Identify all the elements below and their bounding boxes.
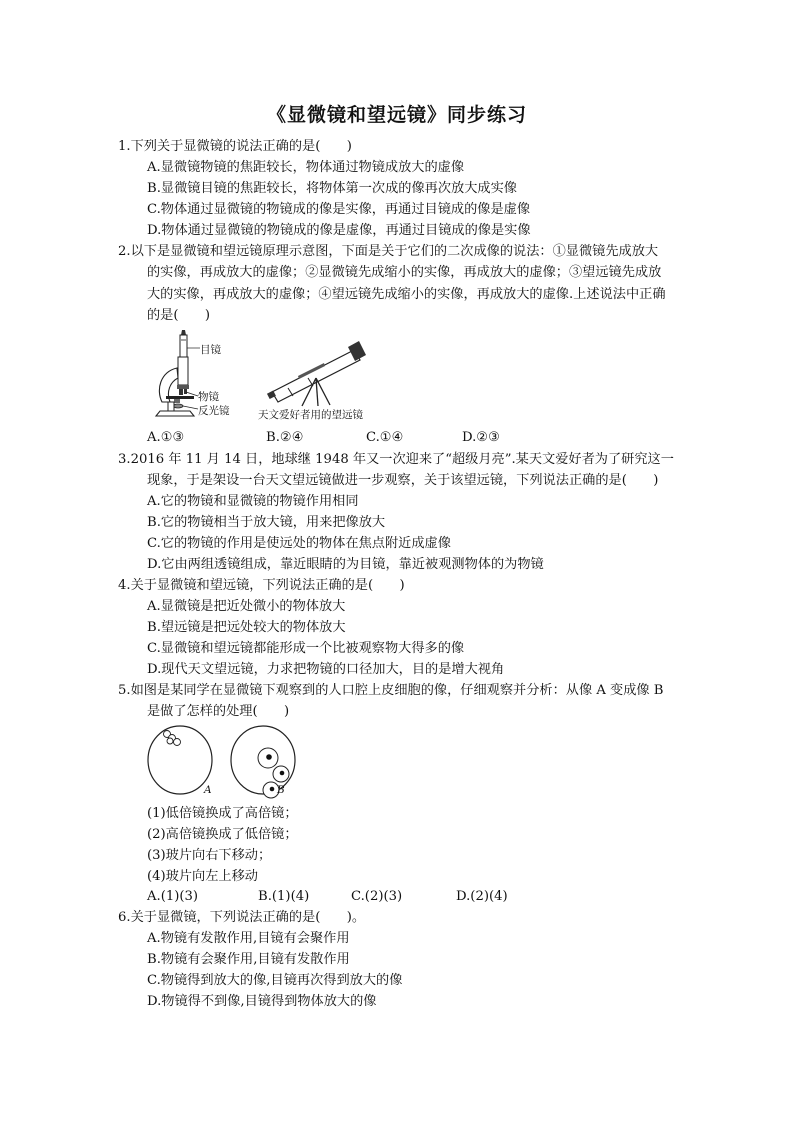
telescope-caption: 天文爱好者用的望远镜 (258, 409, 363, 421)
page-title: 《显微镜和望远镜》同步练习 (266, 104, 527, 126)
q2-option-d: D.②③ (462, 430, 500, 445)
q1-stem: 1.下列关于显微镜的说法正确的是( ) (118, 139, 352, 154)
q6-option-a: A.物镜有发散作用,目镜有会聚作用 (147, 931, 350, 946)
q6-option-d: D.物镜得不到像,目镜得到物体放大的像 (147, 994, 377, 1009)
q3-option-c: C.它的物镜的作用是使远处的物体在焦点附近成虚像 (147, 536, 451, 551)
q3-option-a: A.它的物镜和显微镜的物镜作用相同 (147, 494, 359, 509)
q4-option-a: A.显微镜是把近处微小的物体放大 (147, 599, 346, 614)
eyepiece-label: 目镜 (200, 344, 221, 356)
q5-statement-2: (2)高倍镜换成了低倍镜； (147, 827, 298, 842)
q5-option-d: D.(2)(4) (456, 889, 508, 904)
q4-stem: 4.关于显微镜和望远镜，下列说法正确的是( ) (118, 578, 405, 593)
q5-statement-3: (3)玻片向右下移动； (147, 848, 272, 863)
q4-option-c: C.显微镜和望远镜都能形成一个比被观察物大得多的像 (147, 641, 465, 656)
q1-option-b: B.显微镜目镜的焦距较长，将物体第一次成的像再次放大成实像 (147, 181, 517, 196)
cell-view-b-label: B (277, 784, 285, 796)
q2-stem-line2: 的实像，再成放大的虚像；②显微镜先成缩小的实像，再成放大的虚像；③望远镜先成放 (147, 265, 662, 280)
q2-stem-line1: 2.以下是显微镜和望远镜原理示意图，下面是关于它们的二次成像的说法：①显微镜先成放大 (118, 244, 659, 259)
q3-option-d: D.它由两组透镜组成，靠近眼睛的为目镜，靠近被观测物体的为物镜 (147, 557, 544, 572)
q3-stem-line2: 现象，于是架设一台天文望远镜做进一步观察，关于该望远镜，下列说法正确的是( ) (147, 473, 659, 488)
q2-option-a: A.①③ (147, 430, 185, 445)
q6-stem: 6.关于显微镜，下列说法正确的是( )。 (118, 910, 366, 925)
q5-option-b: B.(1)(4) (258, 889, 310, 904)
objective-label: 物镜 (198, 391, 219, 403)
q4-option-d: D.现代天文望远镜，力求把物镜的口径加大，目的是增大视角 (147, 662, 505, 677)
q2-option-b: B.②④ (266, 430, 304, 445)
q5-option-c: C.(2)(3) (351, 889, 403, 904)
q3-option-b: B.它的物镜相当于放大镜，用来把像放大 (147, 515, 386, 530)
q5-stem-line2: 是做了怎样的处理( ) (147, 704, 290, 719)
q1-option-c: C.物体通过显微镜的物镜成的像是实像，再通过目镜成的像是虚像 (147, 202, 531, 217)
telescope-figure (258, 338, 368, 408)
q6-option-b: B.物镜有会聚作用,目镜有发散作用 (147, 952, 350, 967)
q2-stem-line4: 的是( ) (147, 308, 211, 323)
cell-view-a-label: A (204, 784, 212, 796)
q6-option-c: C.物镜得到放大的像,目镜再次得到放大的像 (147, 973, 403, 988)
q2-stem-line3: 大的实像，再成放大的虚像；④望远镜先成缩小的实像，再成放大的虚像.上述说法中正确 (147, 287, 666, 302)
q2-option-c: C.①④ (366, 430, 404, 445)
q5-statement-4: (4)玻片向左上移动 (147, 869, 258, 884)
q3-stem-line1: 3.2016 年 11 月 14 日，地球继 1948 年又一次迎来了“超级月亮”.某天文爱好者为了研究这一 (118, 452, 674, 467)
q5-statement-1: (1)低倍镜换成了高倍镜； (147, 806, 298, 821)
mirror-label: 反光镜 (198, 405, 230, 417)
q1-option-d: D.物体通过显微镜的物镜成的像是虚像，再通过目镜成的像是实像 (147, 223, 531, 238)
q4-option-b: B.望远镜是把远处较大的物体放大 (147, 620, 346, 635)
q5-option-a: A.(1)(3) (147, 889, 199, 904)
cell-view-b (229, 724, 299, 796)
q1-option-a: A.显微镜物镜的焦距较长，物体通过物镜成放大的虚像 (147, 160, 465, 175)
q5-stem-line1: 5.如图是某同学在显微镜下观察到的人口腔上皮细胞的像，仔细观察并分析：从像 A 变成像 B (118, 683, 664, 698)
